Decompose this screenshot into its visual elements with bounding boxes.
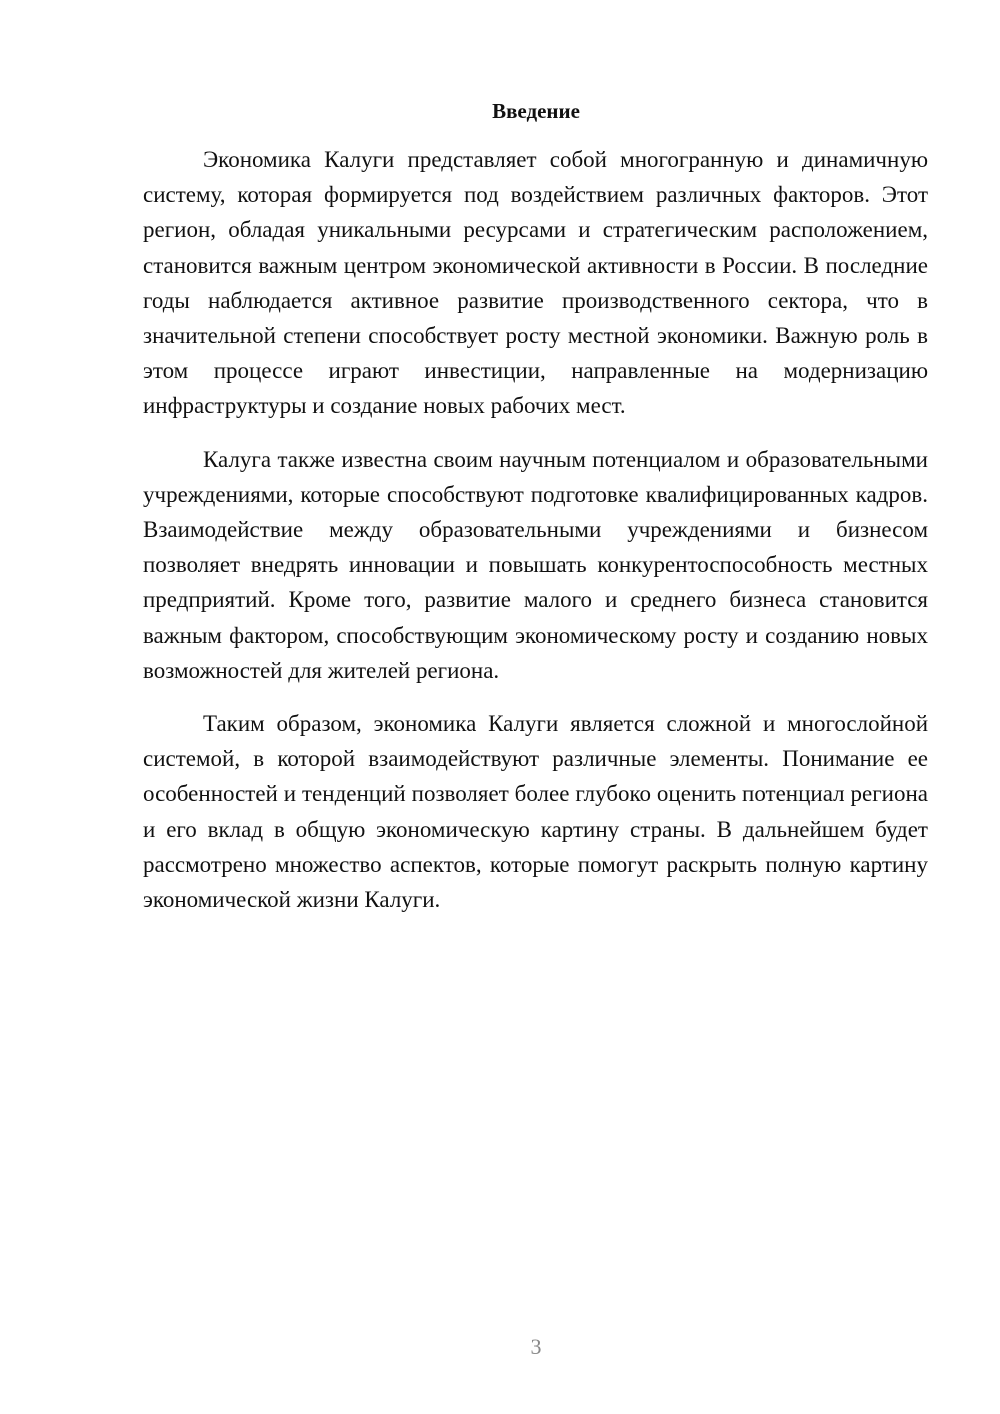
paragraph-3: Таким образом, экономика Калуги является сложной и многослойной системой, в которой взаимодействуют различные элементы. Понимание ее особенностей и тенденций позволяет более глубоко оценить потенциал региона и его вклад в общую экономическую картину страны. В дальнейшем будет рассмотрено множество аспектов, которые помогут раскрыть полную картину экономической жизни Калуги.: [143, 711, 928, 913]
paragraph-2: Калуга также известна своим научным потенциалом и образовательными учреждениями, которые способствуют подготовке квалифицированных кадров. Взаимодействие между образовательными учреждениями и бизнесом позволяет внедрять инновации и повышать конкурентоспособность местных предприятий. Кроме того, развитие малого и среднего бизнеса становится важным фактором, способствующим экономическому росту и созданию новых возможностей для жителей региона.: [143, 446, 928, 683]
paragraph-1: Экономика Калуги представляет собой многогранную и динамичную систему, которая формируется под воздействием различных факторов. Этот регион, обладая уникальными ресурсами и стратегическим расположением, становится важным центром экономической активности в России. В последние годы наблюдается активное развитие производственного сектора, что в значительной степени способствует росту местной экономики. Важную роль в этом процессе играют инвестиции, направленные на модернизацию инфраструктуры и создание новых рабочих мест.: [143, 147, 928, 419]
section-heading: Введение: [492, 99, 580, 123]
document-body: [143, 142, 928, 935]
page-number: 3: [530, 1334, 542, 1359]
